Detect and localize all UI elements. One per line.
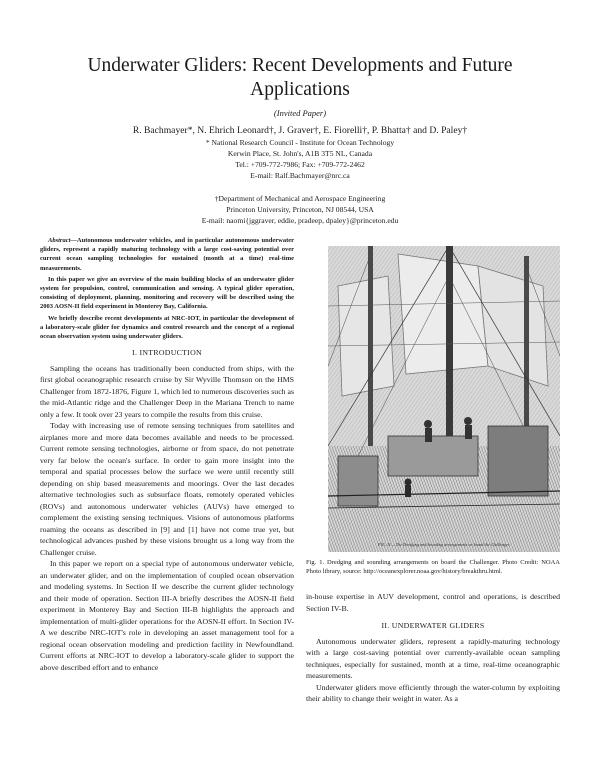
affiliation-nrc-line2: Kerwin Place, St. John's, A1B 3T5 NL, Canada	[227, 149, 373, 158]
left-column	[40, 236, 294, 673]
right-column-paragraph-0: in-house expertise in AUV development, control and operations, is described Section IV-B.	[306, 592, 560, 613]
abstract-paragraph-3: We briefly describe recent developments at NRC-IOT, in particular the development of a laboratory-scale glider for dynamics and control research and the concept of a regional ocean observation system using underwater gliders.	[40, 314, 294, 341]
introduction-paragraph-1: Sampling the oceans has traditionally been conducted from ships, with the first global oceanographic research cruise by Sir Wyville Thomson on the HMS Challenger from 1872-1876, Figure 1, which led to numerous discoveries such as the mid-Atlantic ridge and the Challenger Deep in the Mariana Trench to name only a few. It took over 23 years to compile the results from this cruise.	[40, 363, 294, 419]
affiliation-nrc-line3: Tel.: +709-772-7986; Fax: +709-772-2462	[235, 160, 365, 169]
author-list: R. Bachmayer*, N. Ehrich Leonard†, J. Graver†, E. Fiorelli†, P. Bhatta† and D. Paley†	[132, 125, 468, 136]
affiliation-princeton-line1: †Department of Mechanical and Aerospace Engineering	[214, 194, 386, 203]
affiliation-princeton	[0, 193, 600, 226]
abstract-paragraph-2: In this paper we give an overview of the main building blocks of an underwater glider system for propulsion, control, communication and sensing. A typical glider operation, consisting of deployment, planning, monitoring and recovery will be described using the 2003 AOSN-II field experiment in Monterey Bay, California.	[40, 275, 294, 311]
gliders-paragraph-2: Underwater gliders move efficiently through the water-column by exploiting their ability to change their weight in water. As a	[306, 682, 560, 703]
affiliation-princeton-line2: Princeton University, Princeton, NJ 08544, USA	[226, 205, 374, 214]
figure-1-engraving	[328, 246, 560, 552]
abstract-lead: Abstract—	[48, 237, 77, 244]
affiliation-princeton-email: E-mail: naomi{jggraver, eddie, pradeep, dpaley}@princeton.edu	[201, 216, 399, 225]
section-heading-underwater-gliders: II. UNDERWATER GLIDERS	[381, 621, 485, 630]
affiliation-nrc-email: E-mail: Ralf.Bachmayer@nrc.ca	[250, 171, 350, 180]
introduction-paragraph-3: In this paper we report on a special type of autonomous underwater vehicle, an underwater glider, and on the implementation of coupled ocean observation and modeling systems. In Section II we describe the current glider technology and their mode of operation. Section III-A briefly describes the AOSN-II field experiment in Monterey Bay and Section III-B highlights the approach and implementation of multi-glider operations for the AOSN-II effort. In Section IV-A we describe NRC-IOT's role in developing an asset management tool for a regional ocean observation modeling and prediction facility in Newfoundland. Current efforts at NRC-IOT to develop a laboratory-scale glider to support the above described effort and to enhance	[40, 559, 294, 672]
gliders-paragraph-1: Autonomous underwater gliders, represent a rapidly-maturing technology with a large cost-saving potential over currently-available ocean sampling techniques, especially for sustained, month at a time, real-time oceanographic measurements.	[306, 636, 560, 680]
ship-deck-engraving	[328, 246, 560, 552]
section-heading-introduction: I. INTRODUCTION	[132, 348, 202, 358]
affiliation-nrc-line1: * National Research Council - Institute for Ocean Technology	[205, 138, 395, 147]
invited-paper-label: (Invited Paper)	[273, 108, 327, 118]
introduction-body	[40, 363, 294, 674]
introduction-paragraph-2: Today with increasing use of remote sensing techniques from satellites and airplanes more and more data becomes available and needs to be processed. Current remote sensing technologies, airborne or from space, do not penetrate very far below the ocean's surface. In order to gain more insight into the temporal and spatial processes below the surface we were until recently still depending on ship based measurements and moorings. Over the last decades alternative technologies such as subsurface floats, remotely operated vehicles (ROVs) and autonomous underwater vehicles (AUVs) have emerged to complement the existing sensing techniques. Visions of autonomous platforms roaming the oceans as described in [9] and [1] have not come true yet, but technological advances pushed by these visions brought us a long way from the Challenger cruise.	[40, 421, 294, 557]
paper-title: Underwater Gliders: Recent Developments and Future Applications	[87, 55, 513, 100]
affiliation-nrc	[0, 137, 600, 181]
figure-plate-label: FIG. 11.—The Dredging and Sounding arrangements on board the Challenger.	[377, 542, 511, 547]
abstract	[40, 236, 294, 341]
abstract-paragraph-1	[40, 236, 294, 273]
figure-1-caption: Fig. 1. Dredging and sounding arrangements on board the Challenger. Photo Credit: NOAA Photo library, source: http://oceanexplorer.noaa.gov/history/breakthru.html.	[306, 559, 560, 575]
right-column	[306, 591, 560, 705]
abstract-text-1: Autonomous underwater vehicles, and in particular autonomous underwater gliders, represent a rapidly maturing technology with a large cost-saving potential over current ocean sampling technologies for sustained (month at a time) real-time measurements.	[40, 237, 294, 272]
